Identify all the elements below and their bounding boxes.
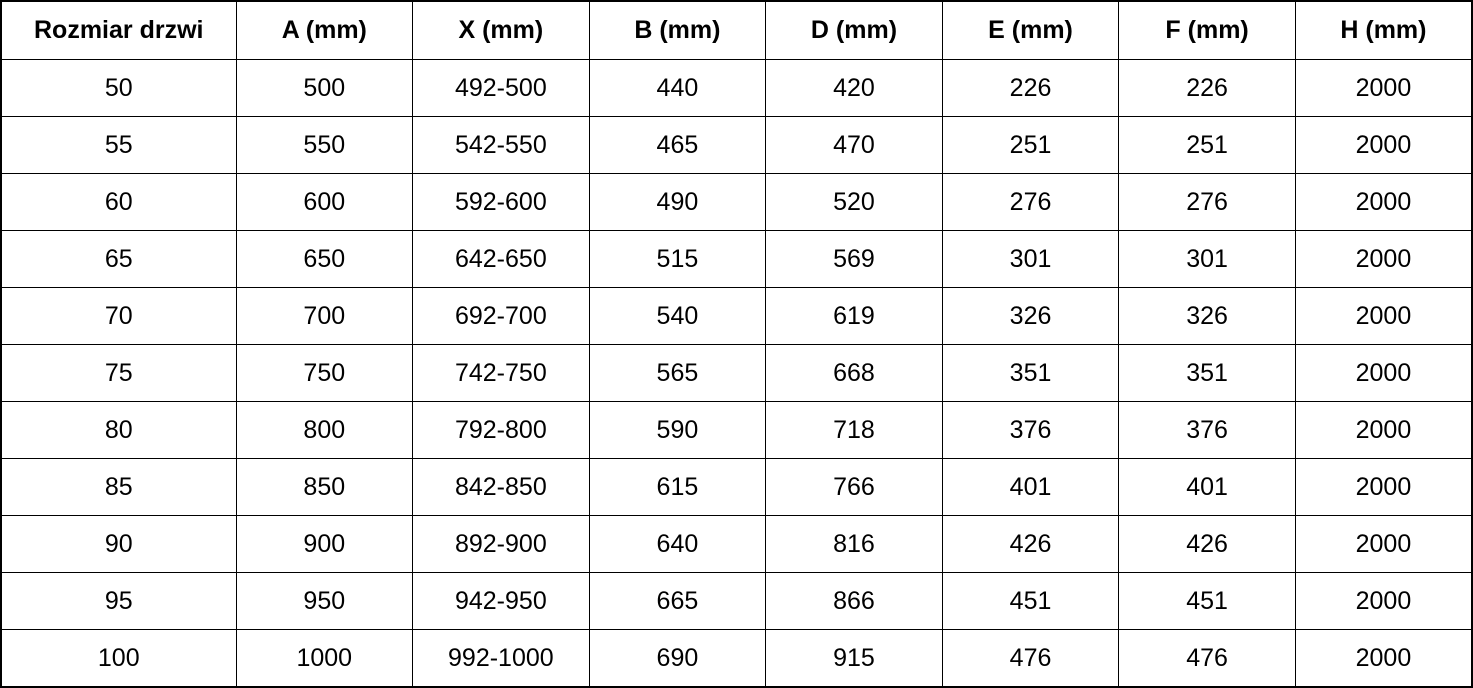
table-row xyxy=(1,231,1472,288)
table-cell: 742-750 xyxy=(413,345,590,402)
table-cell: 465 xyxy=(589,117,766,174)
table-cell: 692-700 xyxy=(413,288,590,345)
table-cell: 800 xyxy=(236,402,413,459)
table-cell: 542-550 xyxy=(413,117,590,174)
table-cell: 2000 xyxy=(1295,117,1472,174)
table-cell: 420 xyxy=(766,60,943,117)
table-body xyxy=(1,60,1472,688)
table-cell: 50 xyxy=(1,60,236,117)
table-cell: 866 xyxy=(766,573,943,630)
table-cell: 792-800 xyxy=(413,402,590,459)
table-cell: 540 xyxy=(589,288,766,345)
table-cell: 650 xyxy=(236,231,413,288)
table-cell: 401 xyxy=(1119,459,1296,516)
table-cell: 100 xyxy=(1,630,236,688)
table-cell: 251 xyxy=(942,117,1119,174)
table-row xyxy=(1,459,1472,516)
table-cell: 615 xyxy=(589,459,766,516)
table-cell: 55 xyxy=(1,117,236,174)
table-cell: 668 xyxy=(766,345,943,402)
table-cell: 515 xyxy=(589,231,766,288)
table-cell: 750 xyxy=(236,345,413,402)
table-cell: 2000 xyxy=(1295,516,1472,573)
table-cell: 75 xyxy=(1,345,236,402)
table-cell: 351 xyxy=(1119,345,1296,402)
table-cell: 451 xyxy=(942,573,1119,630)
table-cell: 600 xyxy=(236,174,413,231)
table-cell: 590 xyxy=(589,402,766,459)
header-cell-f-mm: F (mm) xyxy=(1119,1,1296,60)
table-cell: 640 xyxy=(589,516,766,573)
header-row xyxy=(1,1,1472,60)
table-cell: 80 xyxy=(1,402,236,459)
table-cell: 490 xyxy=(589,174,766,231)
table-cell: 276 xyxy=(942,174,1119,231)
table-cell: 900 xyxy=(236,516,413,573)
table-cell: 376 xyxy=(942,402,1119,459)
header-cell-h-mm: H (mm) xyxy=(1295,1,1472,60)
table-cell: 2000 xyxy=(1295,459,1472,516)
table-row xyxy=(1,630,1472,688)
header-cell-a-mm: A (mm) xyxy=(236,1,413,60)
table-cell: 470 xyxy=(766,117,943,174)
table-cell: 60 xyxy=(1,174,236,231)
table-cell: 2000 xyxy=(1295,60,1472,117)
table-cell: 690 xyxy=(589,630,766,688)
table-cell: 426 xyxy=(1119,516,1296,573)
table-cell: 326 xyxy=(1119,288,1296,345)
table-cell: 766 xyxy=(766,459,943,516)
table-cell: 950 xyxy=(236,573,413,630)
header-cell-d-mm: D (mm) xyxy=(766,1,943,60)
table-cell: 401 xyxy=(942,459,1119,516)
table-cell: 226 xyxy=(1119,60,1296,117)
table-cell: 2000 xyxy=(1295,288,1472,345)
header-cell-x-mm: X (mm) xyxy=(413,1,590,60)
table-cell: 65 xyxy=(1,231,236,288)
table-row xyxy=(1,573,1472,630)
table-row xyxy=(1,117,1472,174)
table-cell: 850 xyxy=(236,459,413,516)
table-cell: 842-850 xyxy=(413,459,590,516)
table-row xyxy=(1,345,1472,402)
table-cell: 619 xyxy=(766,288,943,345)
table-cell: 2000 xyxy=(1295,231,1472,288)
table-cell: 226 xyxy=(942,60,1119,117)
table-cell: 2000 xyxy=(1295,630,1472,688)
table-row xyxy=(1,516,1472,573)
table-cell: 665 xyxy=(589,573,766,630)
table-cell: 569 xyxy=(766,231,943,288)
table-cell: 565 xyxy=(589,345,766,402)
table-cell: 426 xyxy=(942,516,1119,573)
table-cell: 492-500 xyxy=(413,60,590,117)
header-cell-rozmiar-drzwi: Rozmiar drzwi xyxy=(1,1,236,60)
table-cell: 440 xyxy=(589,60,766,117)
table-cell: 592-600 xyxy=(413,174,590,231)
table-cell: 520 xyxy=(766,174,943,231)
table-cell: 476 xyxy=(942,630,1119,688)
table-cell: 2000 xyxy=(1295,345,1472,402)
table-cell: 301 xyxy=(942,231,1119,288)
table-cell: 500 xyxy=(236,60,413,117)
table-cell: 326 xyxy=(942,288,1119,345)
table-cell: 1000 xyxy=(236,630,413,688)
table-cell: 70 xyxy=(1,288,236,345)
table-cell: 718 xyxy=(766,402,943,459)
table-cell: 992-1000 xyxy=(413,630,590,688)
table-cell: 816 xyxy=(766,516,943,573)
table-cell: 95 xyxy=(1,573,236,630)
table-cell: 2000 xyxy=(1295,174,1472,231)
table-cell: 550 xyxy=(236,117,413,174)
table-cell: 2000 xyxy=(1295,573,1472,630)
table-cell: 276 xyxy=(1119,174,1296,231)
table-cell: 642-650 xyxy=(413,231,590,288)
header-cell-b-mm: B (mm) xyxy=(589,1,766,60)
table-cell: 892-900 xyxy=(413,516,590,573)
table-cell: 351 xyxy=(942,345,1119,402)
table-cell: 301 xyxy=(1119,231,1296,288)
table-cell: 451 xyxy=(1119,573,1296,630)
table-cell: 90 xyxy=(1,516,236,573)
header-cell-e-mm: E (mm) xyxy=(942,1,1119,60)
table-cell: 915 xyxy=(766,630,943,688)
table-row xyxy=(1,174,1472,231)
table-cell: 942-950 xyxy=(413,573,590,630)
table-row xyxy=(1,288,1472,345)
table-cell: 700 xyxy=(236,288,413,345)
table-cell: 376 xyxy=(1119,402,1296,459)
table-row xyxy=(1,60,1472,117)
table-row xyxy=(1,402,1472,459)
table-cell: 251 xyxy=(1119,117,1296,174)
table-cell: 476 xyxy=(1119,630,1296,688)
table-cell: 2000 xyxy=(1295,402,1472,459)
table-cell: 85 xyxy=(1,459,236,516)
